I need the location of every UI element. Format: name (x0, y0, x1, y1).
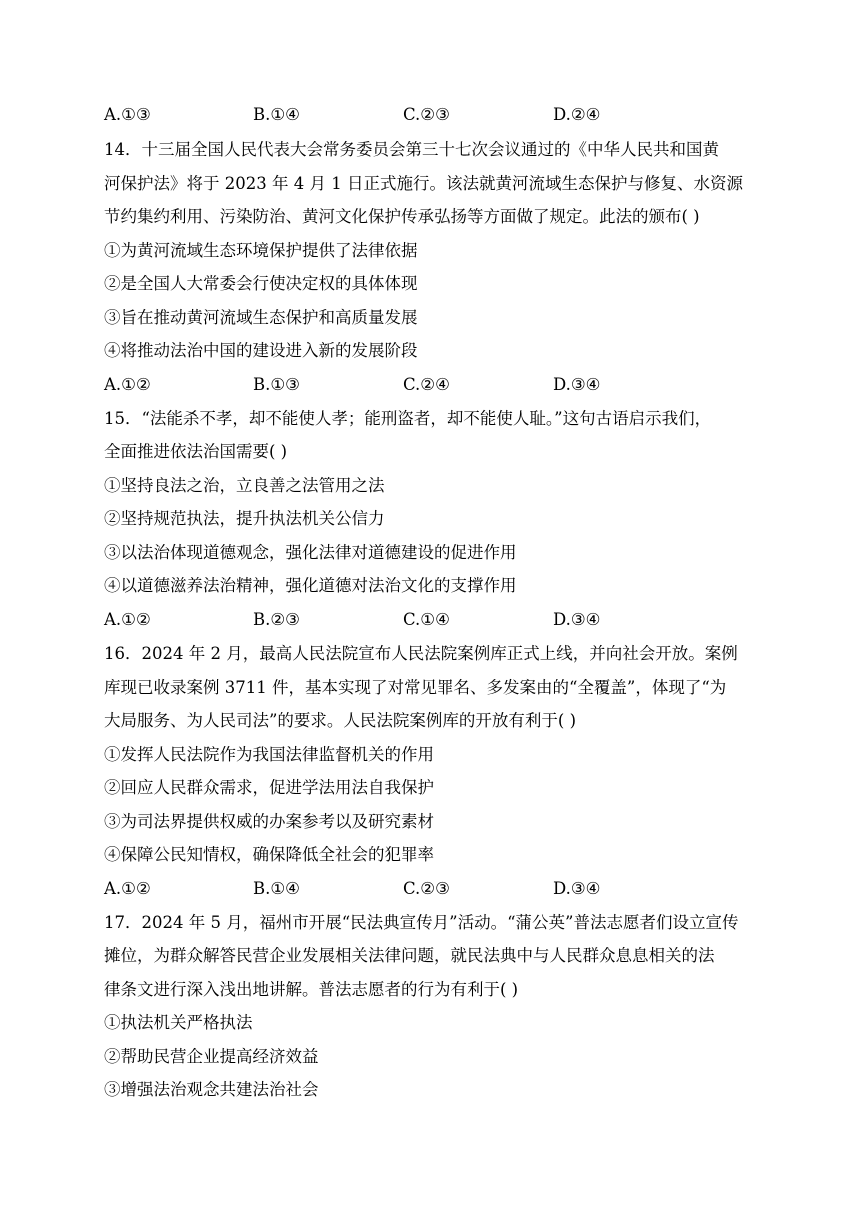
q16-item-4: ④保障公民知情权，确保降低全社会的犯罪率 (104, 845, 434, 864)
q15-item-2: ②坚持规范执法，提升执法机关公信力 (104, 509, 385, 528)
q14-option-d: D.③④ (553, 375, 601, 394)
q13-option-d: D.②④ (553, 105, 601, 124)
q14-item-3: ③旨在推动黄河流域生态保护和高质量发展 (104, 308, 418, 327)
q14-stem-line-1: 14．十三届全国人民代表大会常务委员会第三十七次会议通过的《中华人民共和国黄 (104, 140, 719, 159)
q15-stem-line-2: 全面推进依法治国需要( ) (104, 442, 288, 461)
q15-item-3: ③以法治体现道德观念，强化法律对道德建设的促进作用 (104, 543, 517, 562)
q14-item-4: ④将推动法治中国的建设进入新的发展阶段 (104, 341, 418, 360)
q17-stem-line-2: 摊位，为群众解答民营企业发展相关法律问题，就民法典中与人民群众息息相关的法 (104, 946, 715, 965)
q15-item-4: ④以道德滋养法治精神，强化道德对法治文化的支撑作用 (104, 576, 517, 595)
q17-stem-line-3: 律条文进行深入浅出地讲解。普法志愿者的行为有利于( ) (104, 980, 519, 999)
q15-item-1: ①坚持良法之治，立良善之法管用之法 (104, 476, 385, 495)
q14-item-2: ②是全国人大常委会行使决定权的具体体现 (104, 274, 418, 293)
q17-stem-line-1: 17．2024 年 5 月，福州市开展“民法典宣传月”活动。“蒲公英”普法志愿者们设立宣传 (104, 913, 739, 932)
q17-item-3: ③增强法治观念共建法治社会 (104, 1080, 319, 1099)
q13-option-c: C.②③ (403, 105, 450, 124)
q15-option-d: D.③④ (553, 610, 601, 629)
q14-stem-line-3: 节约集约利用、污染防治、黄河文化保护传承弘扬等方面做了规定。此法的颁布( ) (104, 207, 700, 226)
q13-option-b: B.①④ (253, 105, 300, 124)
q16-item-3: ③为司法界提供权威的办案参考以及研究素材 (104, 812, 434, 831)
q14-option-c: C.②④ (403, 375, 450, 394)
q16-item-1: ①发挥人民法院作为我国法律监督机关的作用 (104, 745, 434, 764)
q16-stem-line-2: 库现已收录案例 3711 件，基本实现了对常见罪名、多发案由的“全覆盖”，体现了“为 (104, 678, 727, 697)
q15-option-a: A.①② (104, 610, 151, 629)
q17-item-2: ②帮助民营企业提高经济效益 (104, 1047, 319, 1066)
q13-option-a: A.①③ (104, 105, 151, 124)
q14-option-b: B.①③ (253, 375, 300, 394)
q17-item-1: ①执法机关严格执法 (104, 1013, 253, 1032)
q15-stem-line-1: 15．“法能杀不孝，却不能使人孝；能刑盗者，却不能使人耻。”这句古语启示我们， (104, 409, 712, 428)
q16-option-c: C.②③ (403, 879, 450, 898)
q15-option-b: B.②③ (253, 610, 300, 629)
q16-option-d: D.③④ (553, 879, 601, 898)
q16-option-a: A.①② (104, 879, 151, 898)
q14-stem-line-2: 河保护法》将于 2023 年 4 月 1 日正式施行。该法就黄河流域生态保护与修复、水资源 (104, 174, 743, 193)
q16-option-b: B.①④ (253, 879, 300, 898)
q16-item-2: ②回应人民群众需求，促进学法用法自我保护 (104, 778, 434, 797)
q15-option-c: C.①④ (403, 610, 450, 629)
q14-item-1: ①为黄河流域生态环境保护提供了法律依据 (104, 241, 418, 260)
q14-option-a: A.①② (104, 375, 151, 394)
q16-stem-line-3: 大局服务、为人民司法”的要求。人民法院案例库的开放有利于( ) (104, 711, 577, 730)
q16-stem-line-1: 16．2024 年 2 月，最高人民法院宣布人民法院案例库正式上线，并向社会开放。案例 (104, 644, 738, 663)
